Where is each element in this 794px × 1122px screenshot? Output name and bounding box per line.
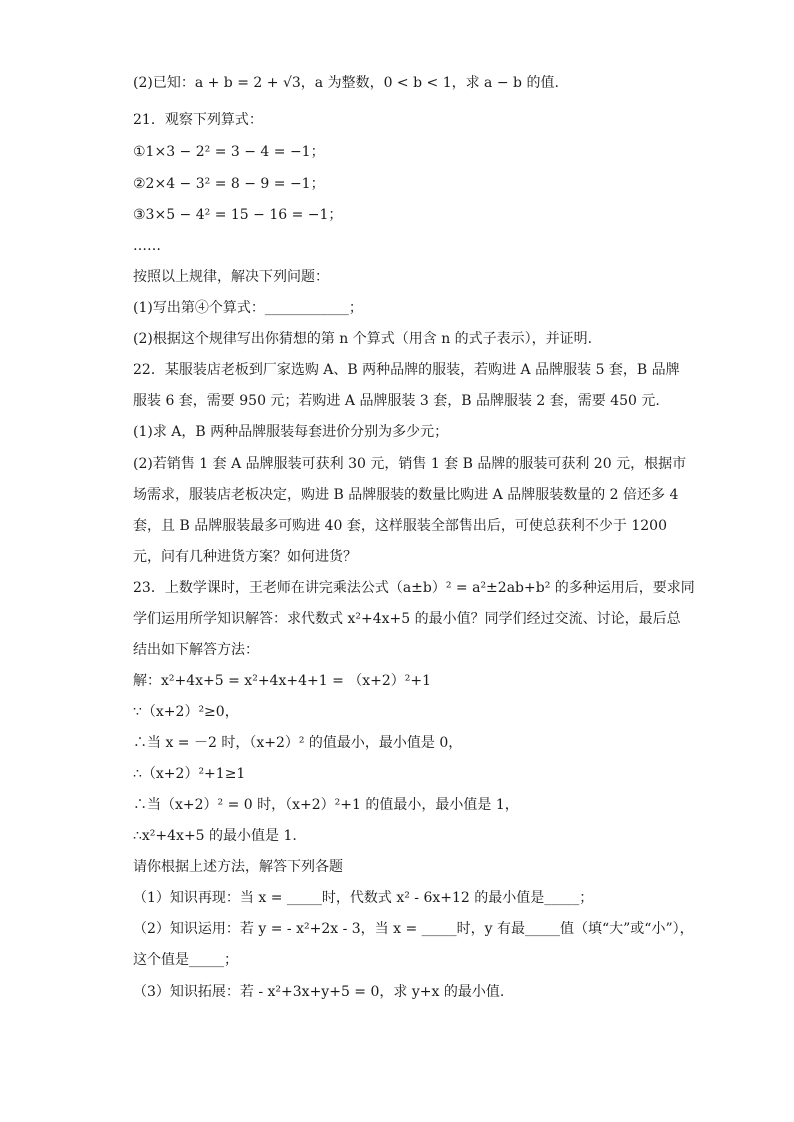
q23-line-1: 23．上数学课时，王老师在讲完乘法公式（a±b）² = a²±2ab+b² 的多种运用后，要求同	[133, 580, 695, 596]
q23-part2-line-1: （2）知识运用：若 y = - x²+2x - 3，当 x = _____时，y 有最_____值（填“大”或“小”），	[133, 921, 694, 937]
q23-line-3: 结出如下解答方法：	[133, 642, 259, 658]
q21-heading: 21．观察下列算式：	[133, 112, 263, 128]
q23-solution-5: ∴当（x+2）² = 0 时，（x+2）²+1 的值最小，最小值是 1，	[133, 797, 519, 813]
q23-instruction: 请你根据上述方法，解答下列各题	[133, 859, 343, 875]
q23-part3: （3）知识拓展：若 - x²+3x+y+5 = 0，求 y+x 的最小值.	[133, 984, 505, 1000]
q22-part2-line-1: (2)若销售 1 套 A 品牌服装可获利 30 元，销售 1 套 B 品牌的服装可获利 20 元，根据市	[133, 456, 687, 472]
q23-solution-1: 解：x²+4x+5 = x²+4x+4+1 = （x+2）²+1	[133, 673, 432, 689]
q23-part1: （1）知识再现：当 x = _____时，代数式 x² - 6x+12 的最小值是_____；	[133, 890, 594, 906]
q23-solution-6: ∴x²+4x+5 的最小值是 1.	[133, 828, 297, 844]
q23-solution-3: ∴当 x = －2 时，（x+2）² 的值最小，最小值是 0，	[133, 735, 463, 751]
q23-line-2: 学们运用所学知识解答：求代数式 x²+4x+5 的最小值？同学们经过交流、讨论，最后总	[133, 611, 681, 627]
q21-equation-3: ③3×5 − 4² = 15 − 16 = −1；	[133, 207, 343, 223]
q23-part2-line-2: 这个值是_____；	[133, 952, 238, 968]
q22-part1: (1)求 A，B 两种品牌服装每套进价分别为多少元；	[133, 424, 449, 440]
q21-part2: (2)根据这个规律写出你猜想的第 n 个算式（用含 n 的式子表示），并证明.	[133, 331, 593, 347]
q21-ellipsis: ……	[133, 238, 161, 254]
q22-part2-line-2: 场需求，服装店老板决定，购进 B 品牌服装的数量比购进 A 品牌服装数量的 2 倍还多 4	[133, 487, 679, 503]
q21-instruction: 按照以上规律，解决下列问题：	[133, 269, 329, 285]
q21-equation-2: ②2×4 − 3² = 8 − 9 = −1；	[133, 176, 325, 192]
q23-solution-2: ∵（x+2）²≥0，	[133, 704, 239, 720]
q22-line-1: 22．某服装店老板到厂家选购 A、B 两种品牌的服装，若购进 A 品牌服装 5 套，B 品牌	[133, 362, 680, 378]
q22-line-2: 服装 6 套，需要 950 元；若购进 A 品牌服装 3 套，B 品牌服装 2 套，需要 450 元.	[133, 393, 660, 409]
q21-equation-1: ①1×3 − 2² = 3 − 4 = −1；	[133, 144, 325, 160]
q22-part2-line-3: 套，且 B 品牌服装最多可购进 40 套，这样服装全部售出后，可使总获利不少于 1200	[133, 518, 667, 534]
q23-solution-4: ∴（x+2）²+1≥1	[133, 766, 246, 782]
q22-part2-line-4: 元，问有几种进货方案？如何进货？	[133, 549, 357, 565]
q21-part1: (1)写出第④个算式：____________；	[133, 300, 363, 316]
q20-part2-line: (2)已知：a + b = 2 + √3，a 为整数，0 < b < 1，求 a − b 的值.	[133, 75, 559, 91]
